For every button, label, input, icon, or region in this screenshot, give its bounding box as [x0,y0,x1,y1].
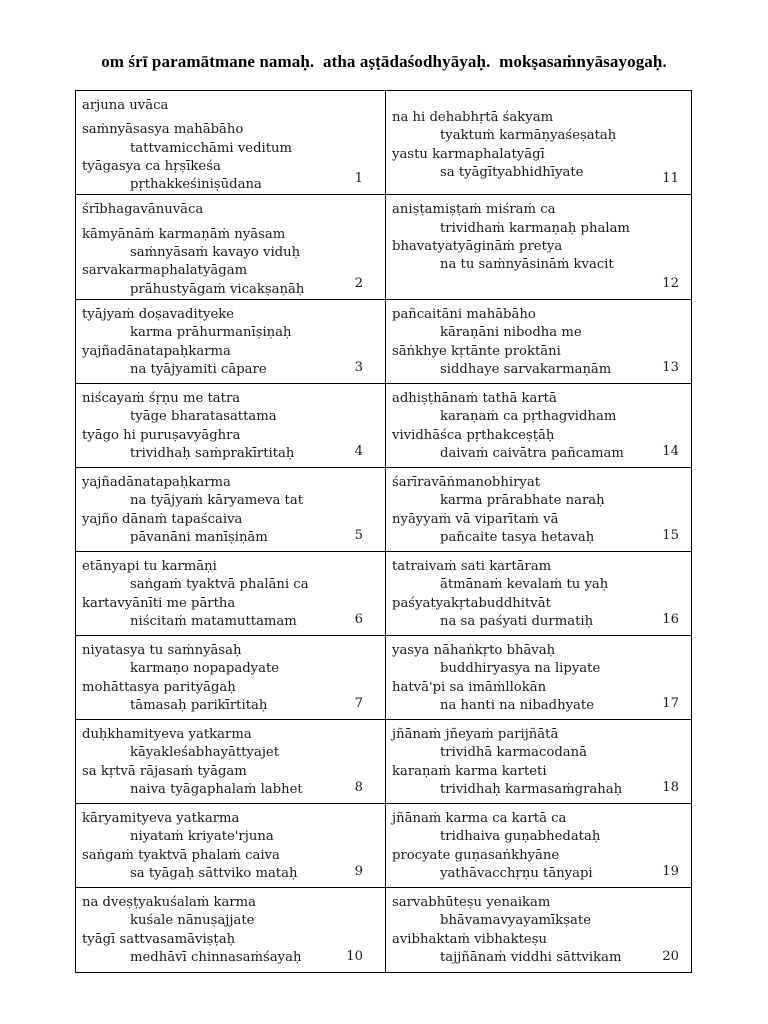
verse-line: kāraṇāni nibodha me [440,325,582,341]
verse-line: na hanti na nibadhyate [440,697,595,713]
verse-number: 19 [662,863,679,879]
verse-line: procyate guṇasaṅkhyāne [392,847,560,863]
verse-line: niyataṁ kriyate'rjuna [130,829,274,845]
verse-number: 2 [354,275,363,291]
verse-number: 1 [354,171,363,187]
verse-line: avibhaktaṁ vibhakteṣu [392,931,547,947]
verse-line: ātmānaṁ kevalaṁ tu yaḥ [440,577,609,593]
verse-line: yathāvacchṛṇu tānyapi [440,865,593,881]
verse-number: 12 [662,275,679,291]
verse-cell-2 [76,195,386,299]
verse-line: duḥkhamityeva yatkarma [82,726,252,742]
verse-cell-4 [76,384,386,468]
verse-line: pāvanāni manīṣiṇām [130,529,268,545]
verse-line: pañcaitāni mahābāho [392,306,536,322]
verse-number: 4 [354,443,363,459]
verse-cell-16 [386,552,691,636]
verse-line: yajño dānaṁ tapaścaiva [82,511,243,527]
verse-line: jñānaṁ jñeyaṁ parijñātā [392,726,559,742]
verse-number: 13 [662,359,679,375]
verse-line: vividhāśca pṛthakceṣṭāḥ [392,427,555,443]
verse-cell-1 [76,91,386,195]
verse-number: 8 [354,779,363,795]
verse-line: yasya nāhaṅkṛto bhāvaḥ [392,642,556,658]
verse-cell-12 [386,195,691,299]
verse-line: tattvamicchāmi veditum [130,140,293,156]
verse-cell-5 [76,468,386,552]
verse-cell-19 [386,804,691,888]
verse-cell-6 [76,552,386,636]
verse-line: saṁnyāsasya mahābāho [82,122,244,138]
verse-line: tyājyaṁ doṣavadityeke [82,306,235,322]
verse-line: kāmyānāṁ karmaṇāṁ nyāsam [82,226,286,242]
verse-line: trividhaṁ karmaṇaḥ phalam [440,220,630,236]
verse-cell-14 [386,384,691,468]
verse-line: etānyapi tu karmāṇi [82,558,217,574]
verse-line: niścitaṁ matamuttamam [130,613,297,629]
verse-line: na tyājyamiti cāpare [130,361,267,377]
verse-number: 20 [662,948,679,964]
verse-line: na tyājyaṁ kāryameva tat [130,493,304,509]
verse-line: tatraivaṁ sati kartāram [392,558,552,574]
verse-line: tyāgo hi puruṣavyāghra [82,427,241,443]
verse-cell-17 [386,636,691,720]
verse-line: tridhaiva guṇabhedataḥ [440,829,601,845]
verse-line: karaṇaṁ ca pṛthagvidham [440,409,617,425]
verse-table [75,90,692,973]
verse-cell-3 [76,300,386,384]
verse-line: na dveṣṭyakuśalaṁ karma [82,894,257,910]
verse-number: 7 [354,695,363,711]
verse-cell-13 [386,300,691,384]
verse-line: daivaṁ caivātra pañcamam [440,445,624,461]
verse-line: sāṅkhye kṛtānte proktāni [392,343,561,359]
verse-line: nyāyyaṁ vā viparītaṁ vā [392,511,559,527]
verse-line: sarvabhūteṣu yenaikam [392,894,551,910]
verse-line: sa tyāgaḥ sāttviko mataḥ [130,865,298,881]
verse-line: yajñadānatapaḥkarma [82,343,231,359]
verse-line: pañcaite tasya hetavaḥ [440,529,595,545]
verse-line: sa kṛtvā rājasaṁ tyāgam [82,763,247,779]
verse-number: 11 [662,171,679,187]
verse-line: adhiṣṭhānaṁ tathā kartā [392,390,557,406]
page-title: om śrī paramātmane namaḥ. atha aṣṭādaśodhyāyaḥ. mokṣasaṁnyāsayogaḥ. [101,52,667,71]
verse-cell-8 [76,720,386,804]
verse-number: 9 [354,863,363,879]
verse-number: 18 [662,779,679,795]
verse-number: 16 [662,611,679,627]
verse-line: bhāvamavyayamīkṣate [440,913,591,929]
verse-line: buddhiryasya na lipyate [440,661,601,677]
verse-line: trividhā karmacodanā [440,745,587,761]
verse-line: tāmasaḥ parikīrtitaḥ [130,697,268,713]
verse-line: na tu saṁnyāsināṁ kvacit [440,257,614,273]
verse-line: naiva tyāgaphalaṁ labhet [130,781,303,797]
verse-line: yastu karmaphalatyāgī [392,146,545,162]
verse-line: siddhaye sarvakarmaṇām [440,361,612,377]
verse-cell-15 [386,468,691,552]
verse-number: 14 [662,443,679,459]
verse-line: saṅgaṁ tyaktvā phalāni ca [130,577,309,593]
verse-number: 17 [662,695,679,711]
verse-line: tyāgasya ca hṛṣīkeśa [82,158,221,174]
verse-line: saṅgaṁ tyaktvā phalaṁ caiva [82,847,280,863]
verse-line: tyāge bharatasattama [130,409,277,425]
verse-cell-11 [386,91,691,195]
verse-line: mohāttasya parityāgaḥ [82,679,236,695]
verse-line: kāryamityeva yatkarma [82,810,240,826]
verse-number: 10 [346,948,363,964]
verse-line: paśyatyakṛtabuddhitvāt [392,595,551,611]
verse-cell-7 [76,636,386,720]
verse-number: 15 [662,527,679,543]
verse-line: prāhustyāgaṁ vicakṣaṇāḥ [130,281,305,297]
verse-line: niścayaṁ śṛṇu me tatra [82,390,241,406]
verse-line: karmaṇo nopapadyate [130,661,280,677]
verse-cell-18 [386,720,691,804]
verse-number: 6 [354,611,363,627]
verse-line: trividhaḥ karmasaṁgrahaḥ [440,781,623,797]
verse-line: pṛthakkeśiniṣūdana [130,177,262,193]
verse-speaker: arjuna uvāca [82,98,169,113]
verse-line: na sa paśyati durmatiḥ [440,613,594,629]
verse-number: 3 [354,359,363,375]
verse-line: tajjñānaṁ viddhi sāttvikam [440,949,622,965]
verse-line: kartavyānīti me pārtha [82,595,236,611]
verse-line: kāyakleśabhayāttyajet [130,745,280,761]
verse-line: hatvā'pi sa imāṁllokān [392,679,547,695]
verse-line: karma prārabhate naraḥ [440,493,605,509]
verse-line: na hi dehabhṛtā śakyam [392,110,554,125]
verse-line: medhāvī chinnasaṁśayaḥ [130,949,302,965]
verse-line: trividhaḥ saṁprakīrtitaḥ [130,445,295,461]
verse-line: sarvakarmaphalatyāgam [82,263,248,279]
verse-cell-20 [386,888,691,972]
verse-cell-9 [76,804,386,888]
verse-number: 5 [354,527,363,543]
verse-line: jñānaṁ karma ca kartā ca [392,810,567,826]
verse-cell-10 [76,888,386,972]
verse-line: niyatasya tu saṁnyāsaḥ [82,642,242,658]
verse-line: kuśale nānuṣajjate [130,913,255,929]
verse-line: aniṣṭamiṣṭaṁ miśraṁ ca [392,202,556,218]
verse-line: tyaktuṁ karmāṇyaśeṣataḥ [440,128,617,144]
verse-speaker: śrībhagavānuvāca [82,202,204,218]
verse-line: saṁnyāsaṁ kavayo viduḥ [130,245,301,261]
verse-line: sa tyāgītyabhidhīyate [440,164,584,180]
verse-line: karaṇaṁ karma karteti [392,763,547,779]
verse-line: tyāgī sattvasamāviṣṭaḥ [82,931,236,947]
verse-line: karma prāhurmanīṣiṇaḥ [130,325,292,341]
verse-line: yajñadānatapaḥkarma [82,474,231,490]
verse-line: śarīravāṅmanobhiryat [392,474,540,490]
verse-line: bhavatyatyāgināṁ pretya [392,239,563,255]
